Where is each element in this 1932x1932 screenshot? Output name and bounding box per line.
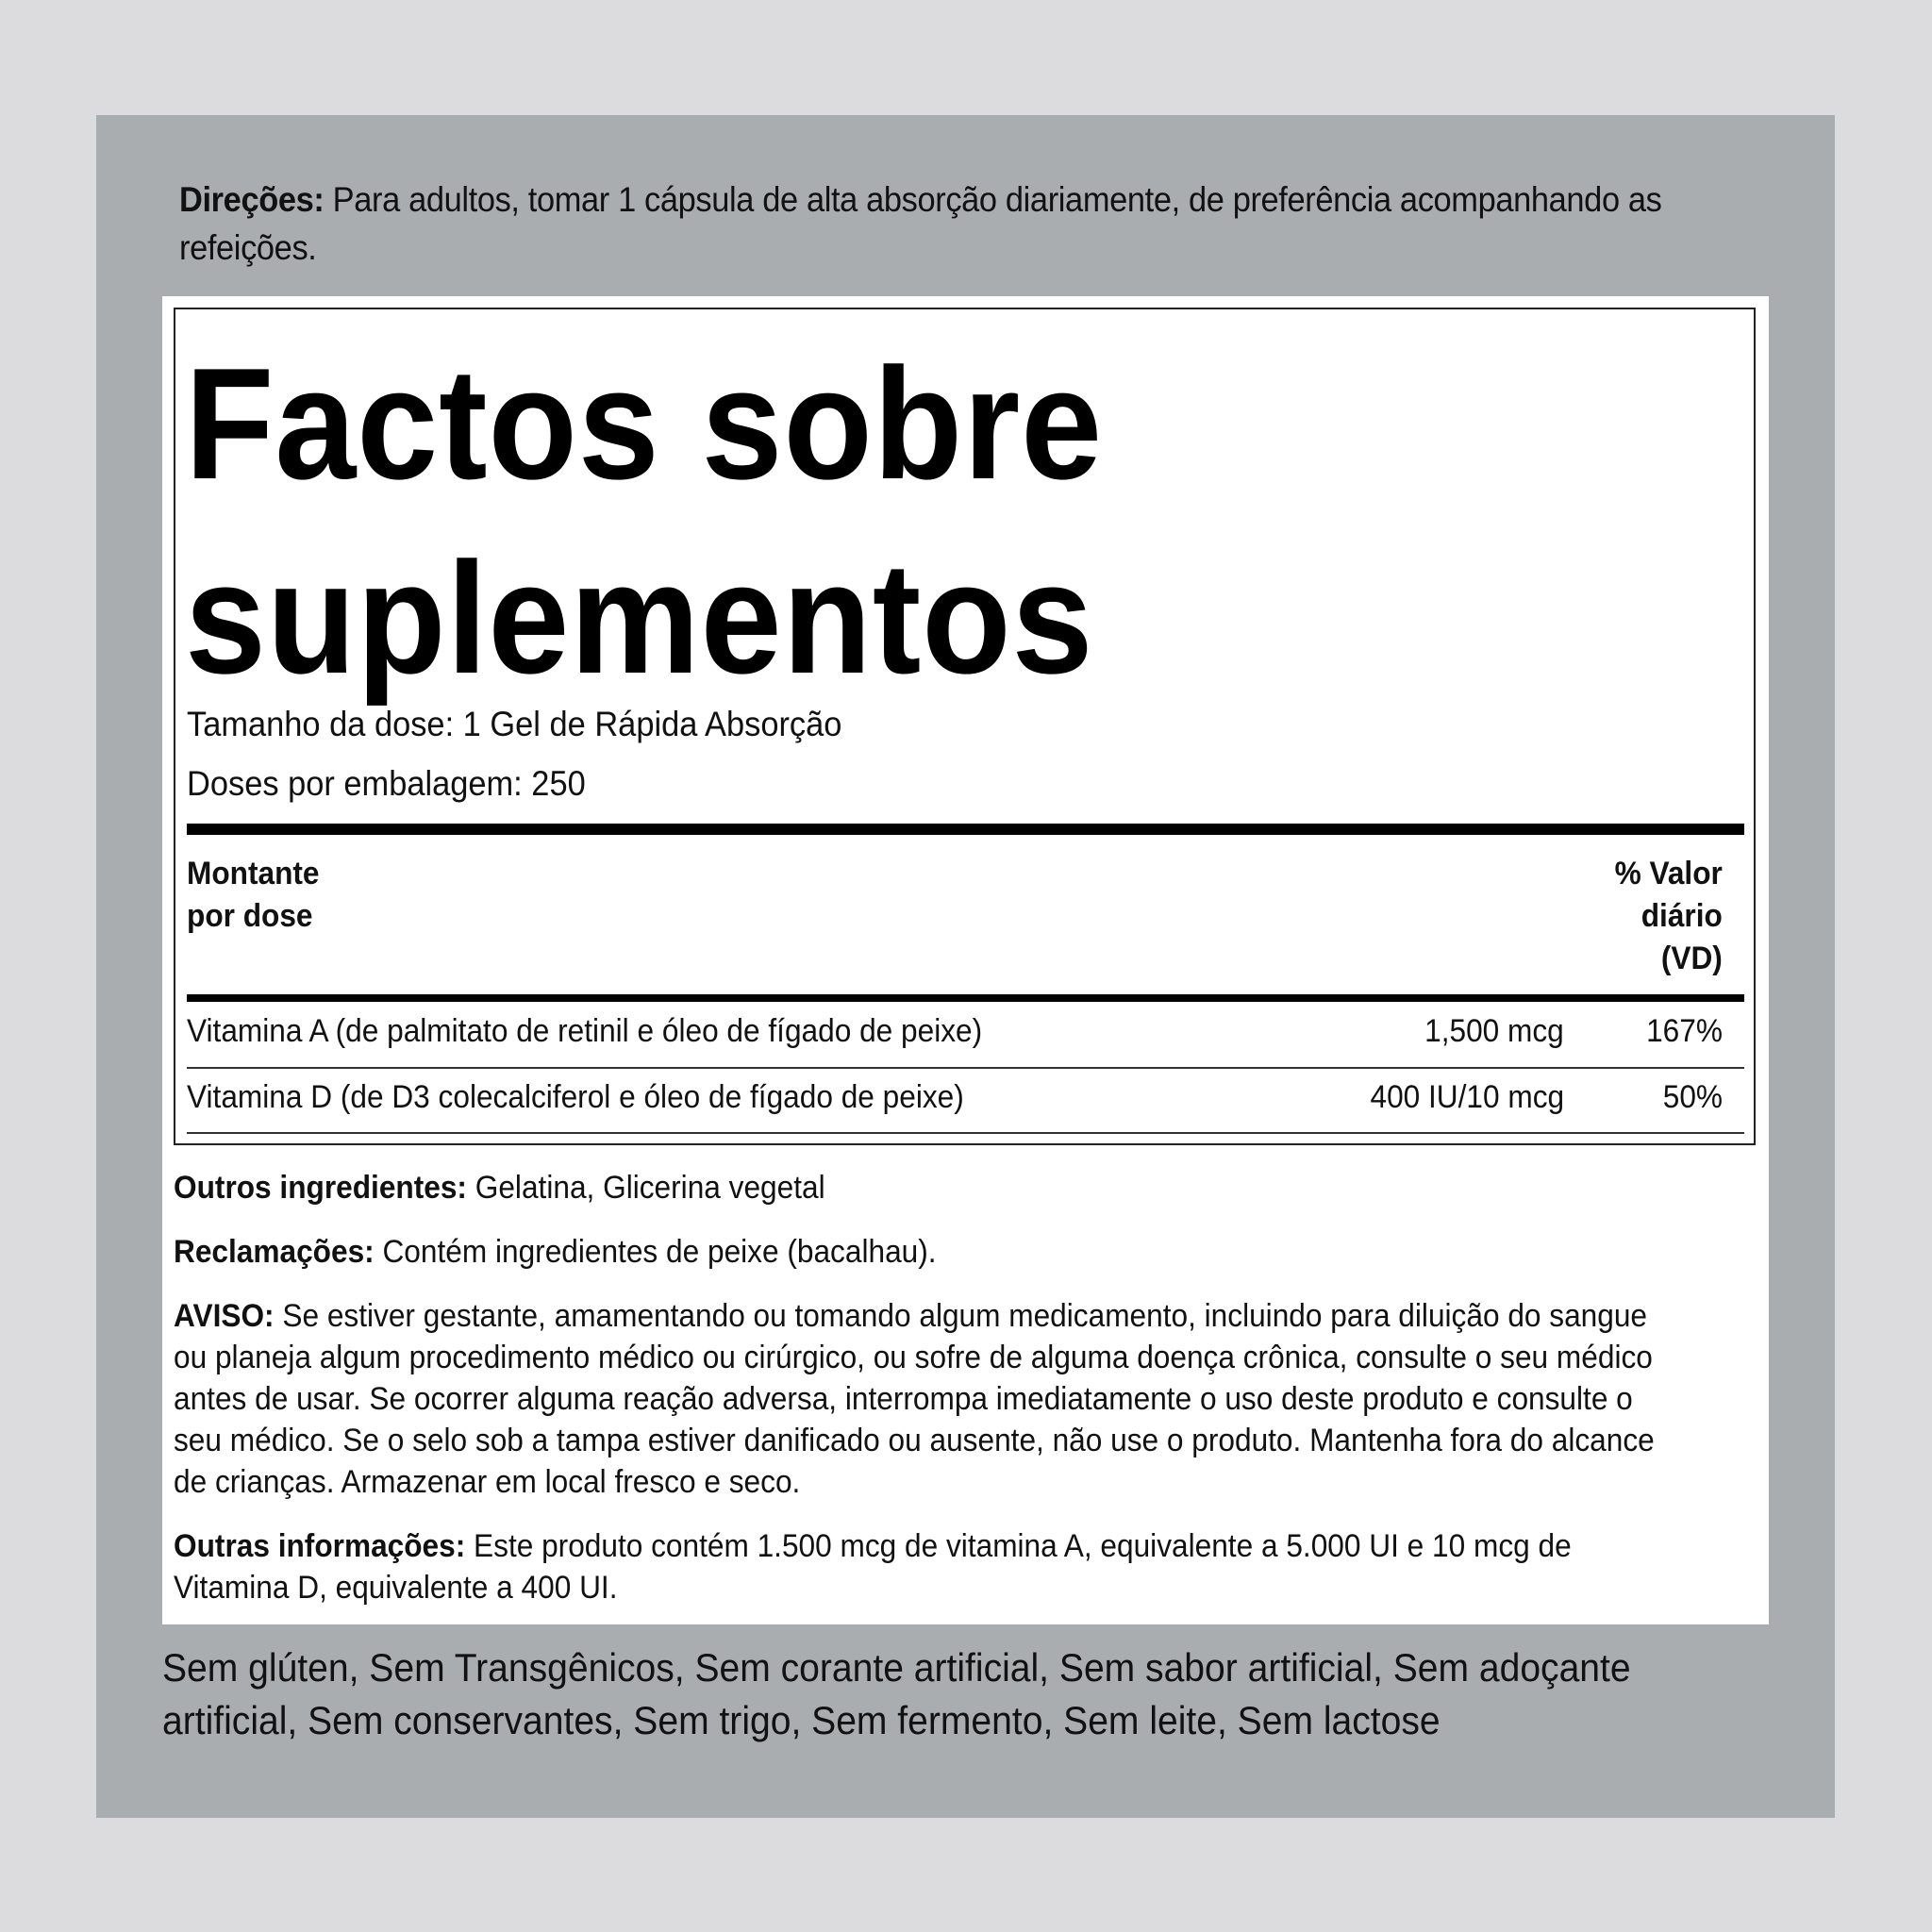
daily-value-header bbox=[1615, 853, 1723, 980]
nutrient-name: Vitamina A (de palmitato de retinil e óleo de fígado de peixe) bbox=[187, 1013, 983, 1049]
thick-divider-top bbox=[187, 824, 1744, 835]
servings-per-container: Doses por embalagem: 250 bbox=[187, 764, 586, 803]
claims-text: Contém ingredientes de peixe (bacalhau). bbox=[374, 1234, 937, 1270]
serving-size: Tamanho da dose: 1 Gel de Rápida Absorção bbox=[187, 705, 842, 743]
other-information-text: Este produto contém 1.500 mcg de vitamina A, equivalente a 5.000 UI e 10 mcg de Vitamina D, equivalente a 400 UI. bbox=[174, 1528, 1572, 1606]
other-ingredients bbox=[174, 1167, 1657, 1208]
free-from-statement: Sem glúten, Sem Transgênicos, Sem corante artificial, Sem sabor artificial, Sem adoçante artificial, Sem conservantes, Sem trigo, Sem fermento, Sem leite, Sem lactose bbox=[162, 1645, 1631, 1742]
amount-header-line-2: por dose bbox=[187, 898, 313, 934]
amount-header-line-1: Montante bbox=[187, 856, 320, 891]
directions-text bbox=[179, 175, 1671, 272]
amount-per-serving-header bbox=[187, 853, 320, 938]
dv-header-line-3: (VD) bbox=[1661, 941, 1723, 976]
row-divider bbox=[187, 1067, 1744, 1069]
dv-header-line-1: % Valor bbox=[1614, 856, 1723, 891]
warning-text: Se estiver gestante, amamentando ou tomando algum medicamento, incluindo para diluição do sangue ou planeja algum procedimento médico ou cirúrgico, ou sofre de alguma doença crônica, consulte o seu médico antes de usar. Se ocorrer alguma reação adversa, interrompa imediatamente o uso deste produto e consulte o seu médico. Se o selo sob a tampa estiver danificado ou ausente, não use o produto. Mantenha fora do alcance de crianças. Armazenar em local fresco e seco. bbox=[174, 1298, 1655, 1500]
directions-body: Para adultos, tomar 1 cápsula de alta absorção diariamente, de preferência acompanhando as refeições. bbox=[179, 180, 1662, 267]
dv-header-line-2: diário bbox=[1641, 898, 1723, 934]
other-ingredients-label: Outros ingredientes: bbox=[174, 1170, 467, 1206]
claims-label: Reclamações: bbox=[174, 1234, 375, 1270]
nutrient-daily-value: 167% bbox=[1646, 1013, 1723, 1049]
warning-label: AVISO: bbox=[174, 1298, 275, 1334]
other-information bbox=[174, 1525, 1657, 1608]
other-ingredients-text: Gelatina, Glicerina vegetal bbox=[466, 1170, 825, 1206]
thick-divider-bottom bbox=[187, 994, 1744, 1002]
title-line-2: suplementos bbox=[185, 529, 1094, 707]
supplement-facts-title bbox=[185, 326, 1226, 715]
nutrient-amount: 400 IU/10 mcg bbox=[1370, 1079, 1564, 1115]
nutrient-daily-value: 50% bbox=[1662, 1079, 1723, 1115]
claims bbox=[174, 1231, 1657, 1273]
other-information-label: Outras informações: bbox=[174, 1528, 466, 1564]
warning bbox=[174, 1295, 1657, 1503]
nutrient-amount: 1,500 mcg bbox=[1424, 1013, 1564, 1049]
nutrient-name: Vitamina D (de D3 colecalciferol e óleo de fígado de peixe) bbox=[187, 1079, 964, 1115]
directions-label: Direções: bbox=[179, 180, 325, 219]
title-line-1: Factos sobre bbox=[185, 335, 1104, 512]
row-divider bbox=[187, 1132, 1744, 1134]
